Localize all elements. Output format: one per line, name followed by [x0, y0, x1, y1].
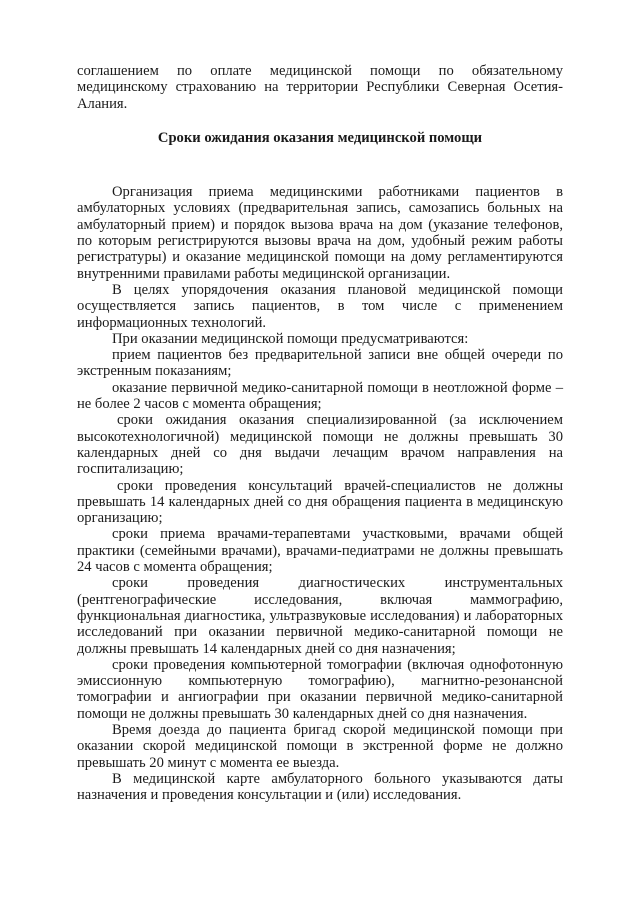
document-body — [77, 63, 563, 803]
list-item-specialized-care: сроки ожидания оказания специализированной (за исключением высокотехнологичной) медицинской помощи не должны превышать 30 календарных дней со дня выдачи лечащим врачом направления на госпитализацию; — [77, 412, 563, 478]
list-item-urgent-care: оказание первичной медико-санитарной помощи в неотложной форме – не более 2 часов с момента обращения; — [77, 379, 563, 413]
paragraph-scheduling: В целях упорядочения оказания плановой медицинской помощи осуществляется запись пациентов, в том числе с применением информационных технологий. — [77, 281, 563, 331]
intro-paragraph: соглашением по оплате медицинской помощи по обязательному медицинскому страхованию на территории Республики Северная Осетия-Алания. — [77, 63, 563, 112]
list-item-tomography: сроки проведения компьютерной томографии (включая однофотонную эмиссионную компьютерную томографию), магнитно-резонансной томографии и ангиографии при оказании первичной медико-санитарной помощи не должны превышать 30 календарных дней со дня назначения. — [77, 656, 563, 722]
list-item-emergency-reception: прием пациентов без предварительной записи вне общей очереди по экстренным показаниям; — [77, 347, 563, 380]
list-item-therapist-reception: сроки приема врачами-терапевтами участковыми, врачами общей практики (семейными врачами), врачами-педиатрами не должны превышать 24 часов с момента обращения; — [77, 526, 563, 576]
list-item-specialist-consultations: сроки проведения консультаций врачей-специалистов не должны превышать 14 календарных дней со дня обращения пациента в медицинскую организацию; — [77, 477, 563, 527]
paragraph-provisions-intro: При оказании медицинской помощи предусматриваются: — [112, 330, 469, 347]
paragraph-medical-record: В медицинской карте амбулаторного больного указываются даты назначения и проведения консультации и (или) исследования. — [77, 770, 563, 804]
list-item-diagnostic-tests: сроки проведения диагностических инструментальных (рентгенографические исследования, включая маммографию, функциональная диагностика, ультразвуковые исследования) и лабораторных исследований при оказании первичной медико-санитарной помощи не должны превышать 14 календарных дней со дня назначения; — [77, 575, 563, 657]
paragraph-organization: Организация приема медицинскими работниками пациентов в амбулаторных условиях (предварительная запись, самозапись больных на амбулаторный прием) и порядок вызова врача на дом (указание телефонов, по которым регистрируются вызовы врача на дом, удобный режим работы регистратуры) и оказание медицинской помощи на дому регламентируются внутренними правилами работы медицинской организации. — [77, 184, 563, 282]
paragraph-ambulance-arrival: Время доезда до пациента бригад скорой медицинской помощи при оказании скорой медицинской помощи в экстренной форме не должно превышать 20 минут с момента ее выезда. — [77, 721, 563, 771]
section-title: Сроки ожидания оказания медицинской помощи — [157, 129, 483, 146]
